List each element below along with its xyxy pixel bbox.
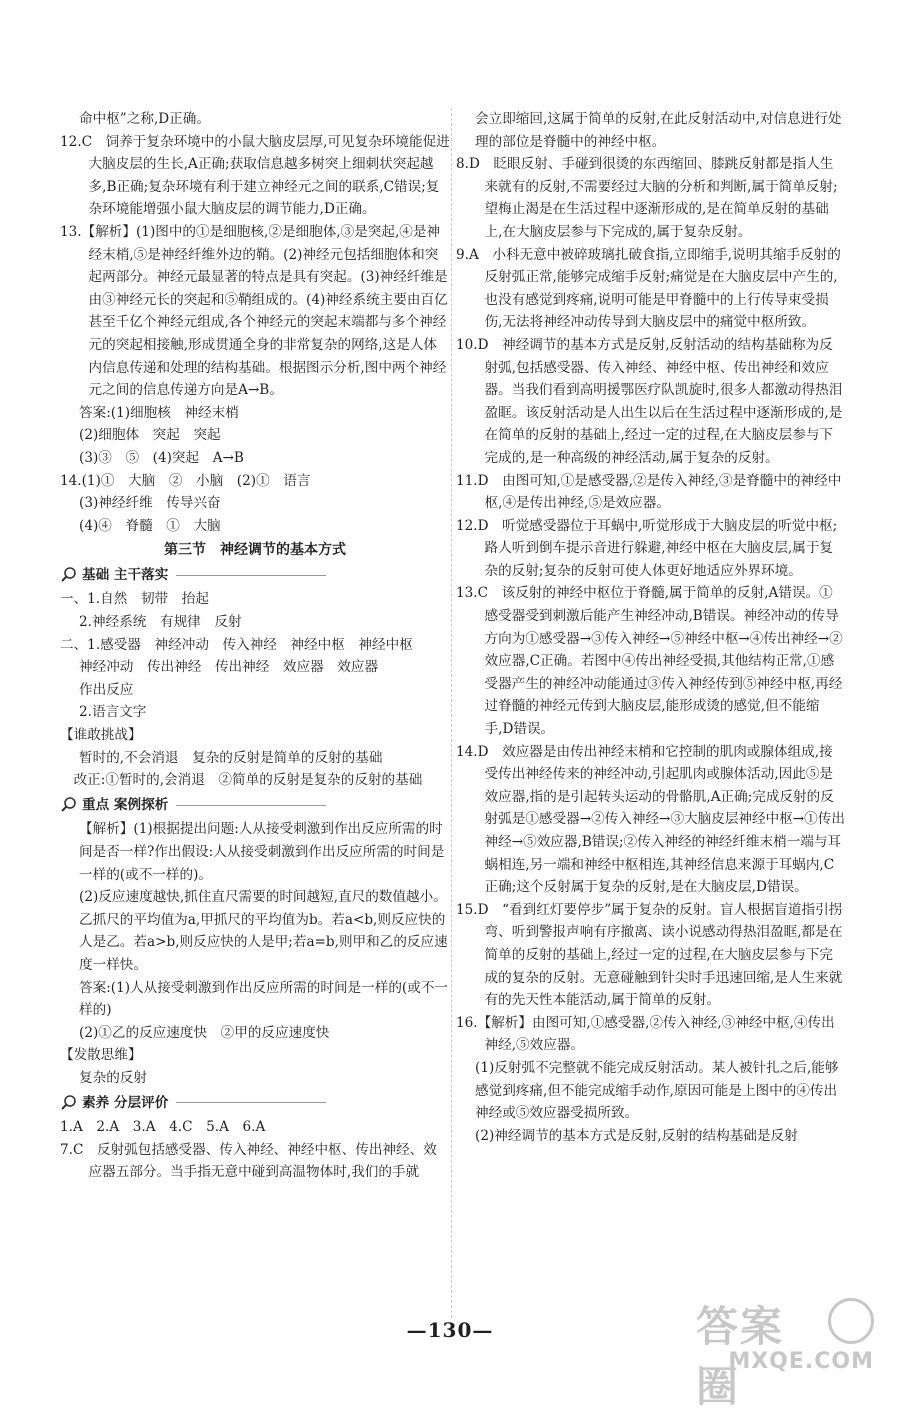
text-line: 13.【解析】(1)图中的①是细胞核,②是细胞体,③是突起,④是神经末梢,⑤是神经纤维外边的鞘。(2)神经元包括细胞体和突起两部分。神经元最显著的特点是具有突起。(3)神经纤维是由③神经元长的突起和⑤鞘组成的。(4)神经系统主要由百亿甚至千亿个神经元组成,各个神经元的突起末端都与多个神经元的突起相接触,形成贯通全身的非常复杂的网络,这是人体内信息传递和处理的结构基础。根据图示分析,图中两个神经元之间的信息传递方向是A→B。 — [60, 223, 448, 399]
text-line: 神经冲动 传出神经 传出神经 效应器 效应器 — [79, 659, 379, 676]
text-line: (1)反射弧不完整就不能完成反射活动。某人被针扎之后,能够感觉到疼痛,但不能完成缩手动作,原因可能是上图中的④传出神经或⑤效应器受损所致。 — [475, 1059, 839, 1122]
text-line: 11.D 由图可知,①是感受器,②是传入神经,③是脊髓中的神经中枢,④是传出神经,⑤是效应器。 — [456, 472, 842, 512]
text-line: 10.D 神经调节的基本方式是反射,反射活动的结构基础称为反射弧,包括感受器、传入神经、神经中枢、传出神经和效应器。当我们看到高明援鄂医疗队凯旋时,很多人都激动得热泪盈眶。该反射活动是人出生以后在生活过程中逐渐形成的,是在简单的反射的基础上,经过一定的过程,在大脑皮层参与下完成的,是一种高级的神经活动,属于复杂的反射。 — [456, 336, 843, 466]
text-line: 16.【解析】由图可知,①感受器,②传入神经,③神经中枢,④传出神经,⑤效应器。 — [456, 1014, 835, 1054]
text-line: 12.C 饲养于复杂环境中的小鼠大脑皮层厚,可见复杂环境能促进大脑皮层的生长,A正确;获取信息越多树突上细刺状突起越多,B正确;复杂环境有利于建立神经元之间的联系,C错误;复杂环境能增强小鼠大脑皮层的调节能力,D正确。 — [60, 133, 450, 218]
text-line: 15.D “看到红灯要停步”属于复杂的反射。盲人根据盲道指引拐弯、听到警报声响有序撤离、读小说感动得热泪盈眶,都是在简单的反射的基础上,经过一定的过程,在大脑皮层参与下完成的复杂的反射。无意碰触到针尖时手迅速回缩,是人生来就有的先天性本能活动,属于简单的反射。 — [456, 901, 843, 1009]
text-line: 【解析】(1)根据提出问题:人从接受刺激到作出反应所需的时间是否一样?作出假设:人从接受刺激到作出反应所需的时间是一样的(或不一样的)。 — [79, 821, 445, 883]
text-line: 14.D 效应器是由传出神经末梢和它控制的肌肉或腺体组成,接受传出神经传来的神经冲动,引起肌肉或腺体活动,因此⑤是效应器,指的是引起转头运动的骨骼肌,A正确;完成反射的反射弧是①感受器→②传入神经→③大脑皮层神经中枢→①传出神经→⑤效应器,B错误;②传入神经的神经纤维末梢一端与耳蜗相连,另一端和神经中枢相连,其神经信息来源于耳蜗内,C正确;这个反射属于复杂的反射,是在大脑皮层,D错误。 — [456, 743, 845, 896]
text-line: 【谁敢挑战】 — [60, 727, 142, 744]
text-line: 13.C 该反射的神经中枢位于脊髓,属于简单的反射,A错误。①感受器受到刺激后能产生神经冲动,B错误。神经冲动的传导方向为①感受器→③传入神经→⑤神经中枢→④传出神经→②效应器,C正确。若图中④传出神经受损,其他结构正常,①感受器产生的神经冲动能通过③传入神经传到⑤神经中枢,再经过脊髓的神经元传到大脑皮层,能形成烫的感觉,但不能缩手,D错误。 — [456, 585, 843, 738]
subsection-heading — [60, 794, 450, 817]
heading-rule — [176, 575, 326, 576]
subsection-heading — [60, 564, 450, 587]
text-line: 二、1.感受器 神经冲动 传入神经 神经中枢 神经中枢 — [60, 636, 413, 653]
magnifier-icon — [60, 1094, 78, 1112]
text-line: (3)神经纤维 传导兴奋 — [79, 495, 221, 512]
text-line: 答案:(1)细胞核 神经末梢 — [79, 404, 239, 421]
text-line: 1.A 2.A 3.A 4.C 5.A 6.A — [60, 1119, 266, 1136]
text-line: 答案:(1)人从接受刺激到作出反应所需的时间是一样的(或不一样的) — [79, 979, 449, 1019]
text-line: (2)细胞体 突起 突起 — [79, 427, 221, 444]
text-line: 作出反应 — [79, 681, 134, 698]
text-line: 复杂的反射 — [79, 1069, 147, 1086]
watermark-top-text: 答案圈 — [696, 1302, 785, 1411]
page-number: —130— — [406, 1318, 494, 1342]
text-line: 2.语言文字 — [79, 704, 147, 721]
text-line: (3)③ ⑤ (4)突起 A→B — [79, 449, 244, 466]
magnifier-icon — [60, 796, 78, 814]
text-line: 2.神经系统 有规律 反射 — [79, 614, 242, 631]
watermark-bottom-text: MXQE.COM — [728, 1349, 874, 1374]
left-column — [60, 108, 450, 1184]
text-line: 8.D 眨眼反射、手碰到很烫的东西缩回、膝跳反射都是指人生来就有的反射,不需要经过大脑的分析和判断,属于简单反射;望梅止渴是在生活过程中逐渐形成的,是在简单反射的基础上,在大脑皮层参与下完成的,属于复杂反射。 — [456, 156, 838, 240]
text-line: 【发散思维】 — [60, 1047, 142, 1064]
text-line: 14.(1)① 大脑 ② 小脑 (2)① 语言 — [60, 472, 311, 489]
column-divider — [451, 108, 452, 1318]
heading-rule — [176, 1102, 326, 1103]
text-line: 暂时的,不会消退 复杂的反射是简单的反射的基础 — [79, 749, 383, 766]
text-line: (4)④ 脊髓 ① 大脑 — [79, 517, 221, 534]
subsection-heading-label: 基础 主干落实 — [82, 566, 169, 583]
watermark-logo — [696, 1294, 874, 1411]
text-line: (2)①乙的反应速度快 ②甲的反应速度快 — [79, 1024, 330, 1041]
section-title: 第三节 神经调节的基本方式 — [164, 542, 346, 559]
heading-rule — [176, 805, 326, 806]
text-line: 命中枢”之称,D正确。 — [79, 111, 210, 127]
right-column — [456, 108, 846, 1147]
text-line: 7.C 反射弧包括感受器、传入神经、神经中枢、传出神经、效应器五部分。当手指无意中碰到高温物体时,我们的手就 — [60, 1141, 437, 1181]
text-line: 一、1.自然 韧带 抬起 — [60, 591, 209, 608]
text-line: 9.A 小科无意中被碎玻璃扎破食指,立即缩手,说明其缩手反射的反射弧正常,能够完成缩手反射;痛觉是在大脑皮层中产生的,也没有感觉到疼痛,说明可能是甲脊髓中的上行传导束受损伤,无法将神经冲动传导到大脑皮层中的痛觉中枢所致。 — [456, 246, 841, 331]
subsection-heading-label: 素养 分层评价 — [82, 1094, 169, 1111]
text-line: 改正:①暂时的,会消退 ②简单的反射是复杂的反射的基础 — [60, 772, 423, 789]
text-line: 会立即缩回,这属于简单的反射,在此反射活动中,对信息进行处理的部位是脊髓中的神经中枢。 — [475, 111, 842, 150]
subsection-heading — [60, 1092, 450, 1115]
subsection-heading-label: 重点 案例探析 — [82, 796, 169, 813]
magnifier-icon — [60, 566, 78, 584]
watermark-circle-icon — [828, 1298, 874, 1344]
text-line: 12.D 听觉感受器位于耳蜗中,听觉形成于大脑皮层的听觉中枢;路人听到倒车提示音进行躲避,神经中枢在大脑皮层,属于复杂的反射;复杂的反射可使人体更好地适应外界环境。 — [456, 517, 838, 579]
text-line: (2)神经调节的基本方式是反射,反射的结构基础是反射 — [475, 1127, 798, 1144]
text-line: (2)反应速度越快,抓住直尺需要的时间越短,直尺的数值越小。乙抓尺的平均值为a,甲抓尺的平均值为b。若a<b,则反应快的人是乙。若a>b,则反应快的人是甲;若a=b,则甲和乙的反应速度一样快。 — [79, 889, 448, 973]
